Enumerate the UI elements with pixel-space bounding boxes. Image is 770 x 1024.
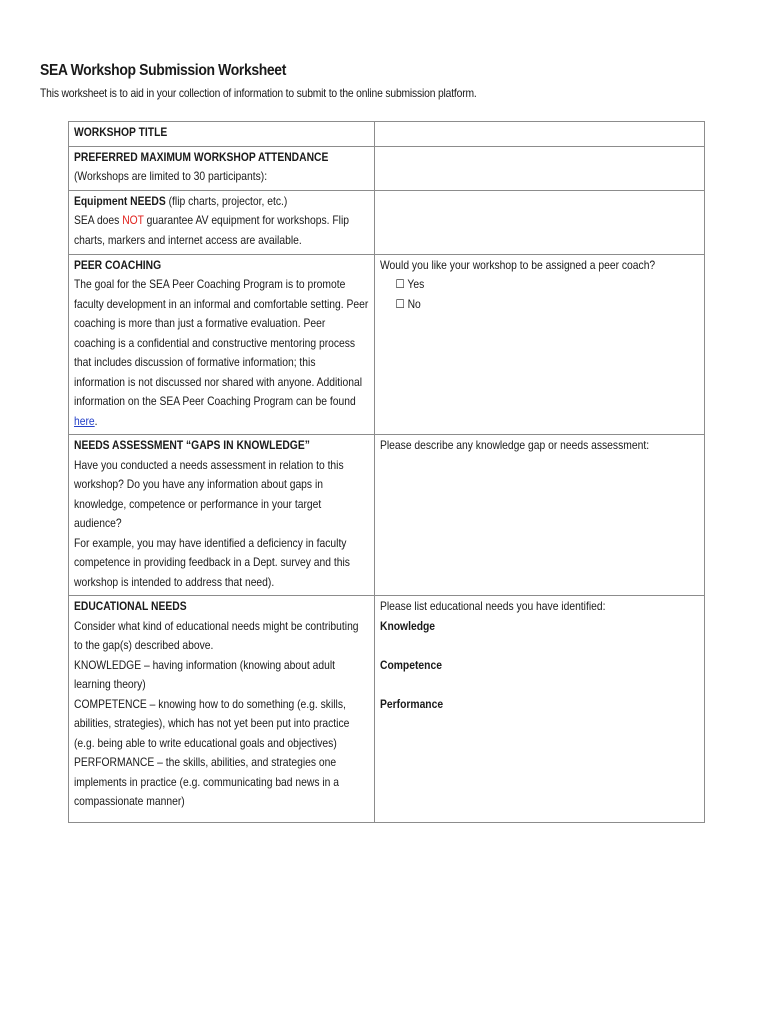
- competence-heading: Competence: [380, 657, 442, 672]
- educational-needs-competence: COMPETENCE – knowing how to do something (e.g. skills, abilities, strategies), which has not yet been put into practice (e.g. being able to write educational goals and objectives): [74, 696, 350, 750]
- attendance-input-cell[interactable]: [375, 146, 705, 190]
- workshop-title-label-cell: [69, 122, 375, 147]
- needs-assessment-body-1: Have you conducted a needs assessment in relation to this workshop? Do you have any information about gaps in knowledge, competence or performance in your target audience?: [74, 457, 344, 530]
- equipment-text-before: SEA does: [74, 213, 123, 227]
- equipment-text-after: guarantee AV equipment for workshops. Flip charts, markers and internet access are available.: [74, 213, 349, 247]
- peer-coaching-label-cell: [69, 254, 375, 435]
- educational-needs-answer-cell[interactable]: [375, 596, 705, 823]
- needs-assessment-answer-cell[interactable]: [375, 435, 705, 596]
- educational-needs-body-1: Consider what kind of educational needs might be contributing to the gap(s) described above.: [74, 618, 359, 652]
- attendance-label-cell: [69, 146, 375, 190]
- peer-coach-yes-checkbox[interactable]: ☐ Yes: [395, 277, 425, 291]
- equipment-label-suffix: (flip charts, projector, etc.): [165, 193, 288, 208]
- needs-assessment-label: NEEDS ASSESSMENT “GAPS IN KNOWLEDGE”: [74, 438, 310, 452]
- workshop-title-input-cell[interactable]: [375, 122, 705, 147]
- table-row-workshop-title: [69, 122, 705, 147]
- table-row-equipment: [69, 190, 705, 254]
- educational-needs-performance: PERFORMANCE – the skills, abilities, and strategies one implements in practice (e.g. communicating bad news in a compassionate manner): [74, 755, 340, 808]
- table-row-needs-assessment: [69, 435, 705, 596]
- educational-needs-label: EDUCATIONAL NEEDS: [74, 599, 187, 613]
- table-row-peer-coaching: [69, 254, 705, 435]
- attendance-label: PREFERRED MAXIMUM WORKSHOP ATTENDANCE: [74, 149, 329, 164]
- equipment-input-cell[interactable]: [375, 190, 705, 254]
- peer-coaching-body-end: .: [94, 413, 98, 428]
- table-row-attendance: [69, 146, 705, 190]
- knowledge-heading: Knowledge: [380, 618, 436, 633]
- page-title: SEA Workshop Submission Worksheet: [40, 62, 286, 79]
- educational-needs-knowledge: KNOWLEDGE – having information (knowing about adult learning theory): [74, 657, 336, 691]
- attendance-note: (Workshops are limited to 30 participants):: [74, 169, 268, 183]
- table-row-educational-needs: [69, 596, 705, 823]
- peer-coaching-body: The goal for the SEA Peer Coaching Program is to promote faculty development in an informal and comfortable setting. Peer coaching is more than just a formative evaluation. Peer coaching is a confidential and constructive mentoring process that includes discussion of formative information; this information is not discussed nor shared with anyone. Additional information on the SEA Peer Coaching Program can be found: [74, 277, 369, 408]
- peer-coaching-label: PEER COACHING: [74, 257, 162, 272]
- needs-assessment-prompt: Please describe any knowledge gap or needs assessment:: [380, 438, 650, 452]
- equipment-not-emphasis: NOT: [122, 213, 144, 227]
- performance-heading: Performance: [380, 696, 444, 711]
- needs-assessment-label-cell: [69, 435, 375, 596]
- worksheet-table: [68, 121, 705, 823]
- peer-coaching-answer-cell: [375, 254, 705, 435]
- peer-coaching-here-link[interactable]: here: [74, 413, 95, 428]
- needs-assessment-body-2: For example, you may have identified a deficiency in faculty competence in providing feedback in a Dept. survey and this workshop is intended to address that need).: [74, 535, 350, 589]
- page-subtitle: This worksheet is to aid in your collection of information to submit to the online submission platform.: [40, 86, 477, 100]
- equipment-label-cell: [69, 190, 375, 254]
- educational-needs-label-cell: [69, 596, 375, 823]
- educational-needs-prompt: Please list educational needs you have identified:: [380, 599, 606, 613]
- peer-coach-no-checkbox[interactable]: ☐ No: [395, 296, 421, 311]
- peer-coaching-question: Would you like your workshop to be assigned a peer coach?: [380, 257, 656, 272]
- workshop-title-label: WORKSHOP TITLE: [74, 125, 168, 139]
- equipment-label: Equipment NEEDS: [74, 193, 166, 208]
